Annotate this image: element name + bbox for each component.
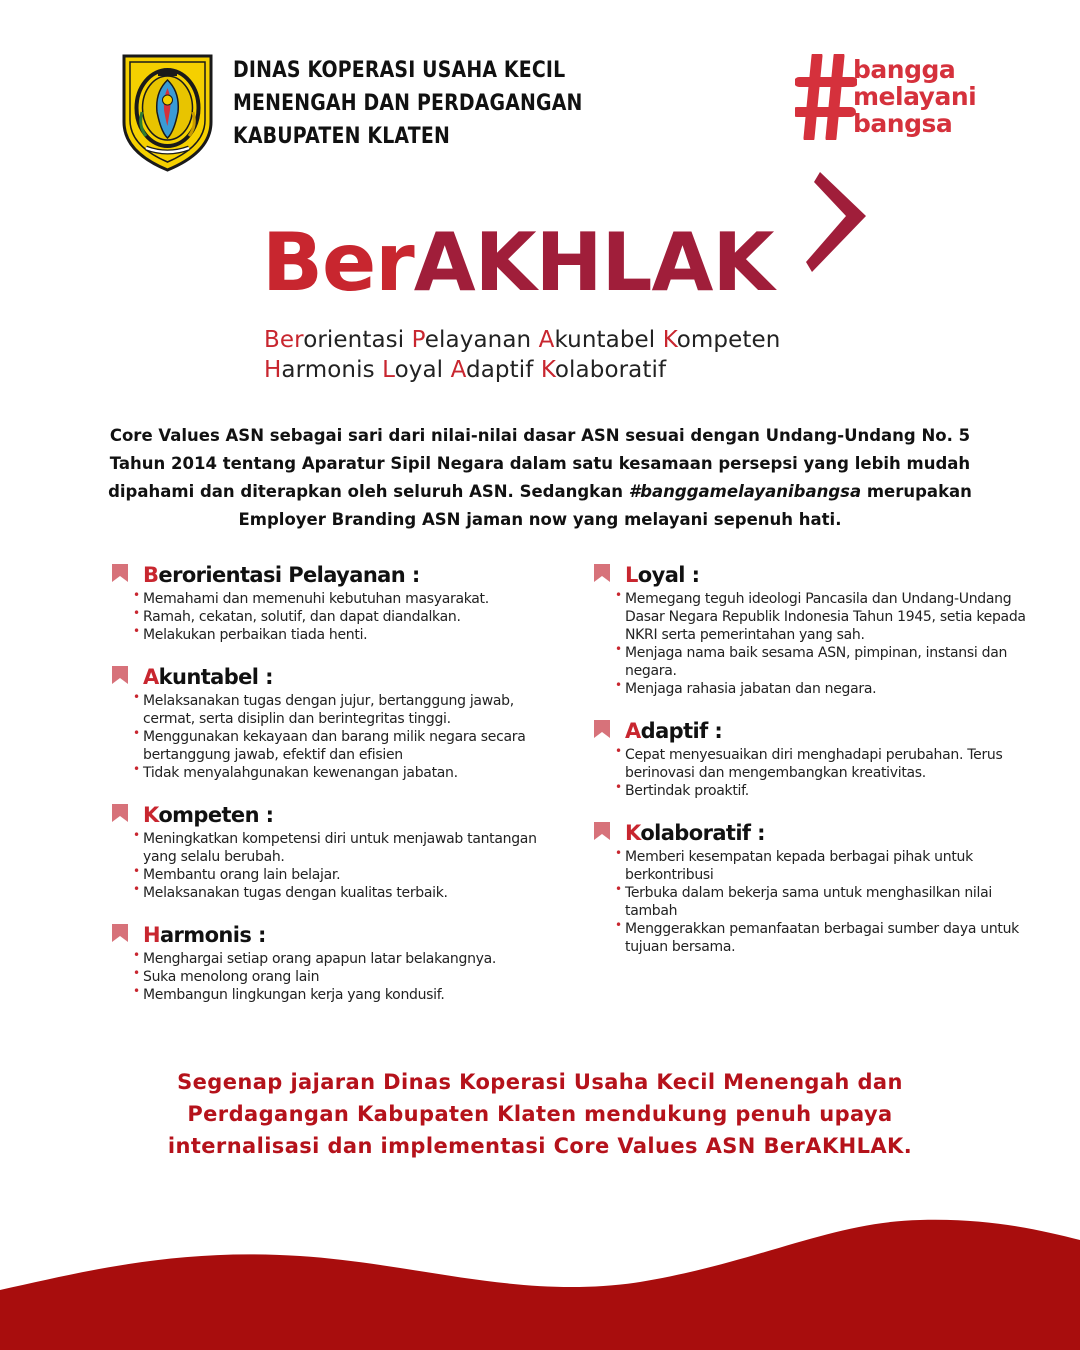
value-block-adaptif xyxy=(590,716,1030,800)
bookmark-icon xyxy=(592,821,612,841)
bangga-melayani-bangsa-logo xyxy=(795,54,1005,146)
expansion-lead: K xyxy=(540,357,555,383)
brand-title-ber: Ber xyxy=(262,216,414,309)
value-title xyxy=(625,818,1030,848)
value-title xyxy=(143,560,548,590)
expansion-lead: P xyxy=(411,327,425,353)
value-title-rest: ompeten : xyxy=(158,803,274,827)
value-bullet-list xyxy=(625,848,1030,956)
value-bullet-list xyxy=(143,692,548,782)
organization-name xyxy=(233,54,639,153)
brand-title xyxy=(262,218,773,308)
value-title xyxy=(143,920,548,950)
list-item: • Melaksanakan tugas dengan jujur, bertanggung jawab, cermat, serta disiplin dan berintegritas tinggi. xyxy=(143,692,548,728)
bookmark-icon xyxy=(110,923,130,943)
value-title-initial: L xyxy=(625,563,638,587)
value-title-rest: kuntabel : xyxy=(158,665,273,689)
list-item: • Menjaga nama baik sesama ASN, pimpinan, instansi dan negara. xyxy=(625,644,1030,680)
value-title-initial: H xyxy=(143,923,160,947)
expansion-rest: elayanan xyxy=(424,327,539,353)
intro-paragraph xyxy=(100,422,980,534)
list-item: • Membangun lingkungan kerja yang kondusif. xyxy=(143,986,548,1004)
value-bullet-list xyxy=(625,746,1030,800)
intro-text-before: Core Values ASN sebagai sari dari nilai-nilai dasar ASN sesuai dengan Undang-Undang No. 5 Tahun 2014 tentang Aparatur Sipil Negara dalam satu kesamaan persepsi yang lebih mudah dipahami dan diterapkan oleh seluruh ASN. Sedangkan xyxy=(108,426,971,501)
expansion-lead: Ber xyxy=(264,327,304,353)
bottom-wave-decoration xyxy=(0,1190,1080,1350)
value-title-initial: B xyxy=(143,563,159,587)
expansion-lead: L xyxy=(382,357,395,383)
hashtag-icon xyxy=(795,54,857,140)
expansion-rest: armonis xyxy=(281,357,383,383)
expansion-rest: daptif xyxy=(466,357,541,383)
chevron-right-icon xyxy=(802,166,872,276)
value-block-loyal xyxy=(590,560,1030,698)
closing-statement: Segenap jajaran Dinas Koperasi Usaha Kecil Menengah dan Perdagangan Kabupaten Klaten mendukung penuh upaya internalisasi dan implementasi Core Values ASN BerAKHLAK. xyxy=(167,1070,913,1158)
value-title-initial: K xyxy=(143,803,159,827)
value-title-initial: A xyxy=(625,719,641,743)
berakhlak-brand xyxy=(262,160,882,390)
list-item: • Menjaga rahasia jabatan dan negara. xyxy=(625,680,1030,698)
bookmark-icon xyxy=(592,563,612,583)
value-title xyxy=(625,716,1030,746)
value-block-kolaboratif xyxy=(590,818,1030,956)
value-block-akuntabel xyxy=(108,662,548,782)
list-item: • Membantu orang lain belajar. xyxy=(143,866,548,884)
bookmark-icon xyxy=(110,665,130,685)
list-item: • Bertindak proaktif. xyxy=(625,782,1030,800)
value-title xyxy=(625,560,1030,590)
expansion-line-1 xyxy=(264,325,780,355)
tagline-word-1: bangga xyxy=(853,55,956,84)
expansion-line-2 xyxy=(264,355,780,385)
value-title xyxy=(143,662,548,692)
expansion-rest: ompeten xyxy=(676,327,781,353)
value-title-rest: erorientasi Pelayanan : xyxy=(158,563,420,587)
list-item: • Menggerakkan pemanfaatan berbagai sumber daya untuk tujuan bersama. xyxy=(625,920,1030,956)
value-block-kompeten xyxy=(108,800,548,902)
list-item: • Memahami dan memenuhi kebutuhan masyarakat. xyxy=(143,590,548,608)
tagline-word-2: melayani xyxy=(853,82,977,111)
value-block-berorientasi-pelayanan xyxy=(108,560,548,644)
list-item: • Ramah, cekatan, solutif, dan dapat diandalkan. xyxy=(143,608,548,626)
list-item: • Meningkatkan kompetensi diri untuk menjawab tantangan yang selalu berubah. xyxy=(143,830,548,866)
value-bullet-list xyxy=(143,830,548,902)
header xyxy=(120,52,620,177)
values-column-right xyxy=(590,560,1030,974)
list-item: • Memegang teguh ideologi Pancasila dan Undang-Undang Dasar Negara Republik Indonesia Tahun 1945, setia kepada NKRI serta pemerintahan yang sah. xyxy=(625,590,1030,644)
list-item: • Suka menolong orang lain xyxy=(143,968,548,986)
expansion-rest: oyal xyxy=(394,357,451,383)
value-bullet-list xyxy=(143,950,548,1004)
value-block-harmonis xyxy=(108,920,548,1004)
value-title-rest: armonis : xyxy=(159,923,266,947)
org-name-line-3: KABUPATEN KLATEN xyxy=(233,124,450,149)
value-title-initial: K xyxy=(625,821,641,845)
list-item: • Memberi kesempatan kepada berbagai pihak untuk berkontribusi xyxy=(625,848,1030,884)
bookmark-icon xyxy=(110,563,130,583)
bookmark-icon xyxy=(110,803,130,823)
brand-expansion xyxy=(264,325,780,385)
value-title-rest: olaboratif : xyxy=(640,821,765,845)
org-name-line-1: DINAS KOPERASI USAHA KECIL xyxy=(233,58,566,83)
value-title-rest: daptif : xyxy=(640,719,723,743)
org-name-line-2: MENENGAH DAN PERDAGANGAN xyxy=(233,91,583,116)
list-item: • Melakukan perbaikan tiada henti. xyxy=(143,626,548,644)
value-title xyxy=(143,800,548,830)
expansion-rest: orientasi xyxy=(303,327,412,353)
list-item: • Melaksanakan tugas dengan kualitas terbaik. xyxy=(143,884,548,902)
tagline-word-3: bangsa xyxy=(853,109,953,138)
list-item: • Terbuka dalam bekerja sama untuk menghasilkan nilai tambah xyxy=(625,884,1030,920)
expansion-lead: A xyxy=(538,327,555,353)
expansion-rest: kuntabel xyxy=(554,327,663,353)
value-bullet-list xyxy=(143,590,548,644)
list-item: • Menghargai setiap orang apapun latar belakangnya. xyxy=(143,950,548,968)
expansion-rest: olaboratif xyxy=(554,357,667,383)
intro-text-after: merupakan Employer Branding ASN jaman now yang melayani sepenuh hati. xyxy=(238,482,972,529)
list-item: • Menggunakan kekayaan dan barang milik negara secara bertanggung jawab, efektif dan efisien xyxy=(143,728,548,764)
list-item: • Tidak menyalahgunakan kewenangan jabatan. xyxy=(143,764,548,782)
expansion-lead: K xyxy=(662,327,677,353)
list-item: • Cepat menyesuaikan diri menghadapi perubahan. Terus berinovasi dan mengembangkan kreativitas. xyxy=(625,746,1030,782)
values-column-left xyxy=(108,560,548,1022)
value-title-rest: oyal : xyxy=(637,563,700,587)
value-title-initial: A xyxy=(143,665,159,689)
expansion-lead: H xyxy=(264,357,282,383)
bookmark-icon xyxy=(592,719,612,739)
expansion-lead: A xyxy=(450,357,467,383)
brand-title-akhlak: AKHLAK xyxy=(413,216,774,309)
kabupaten-klaten-crest-icon xyxy=(120,52,215,174)
intro-hashtag: #banggamelayanibangsa xyxy=(628,482,862,501)
value-bullet-list xyxy=(625,590,1030,698)
